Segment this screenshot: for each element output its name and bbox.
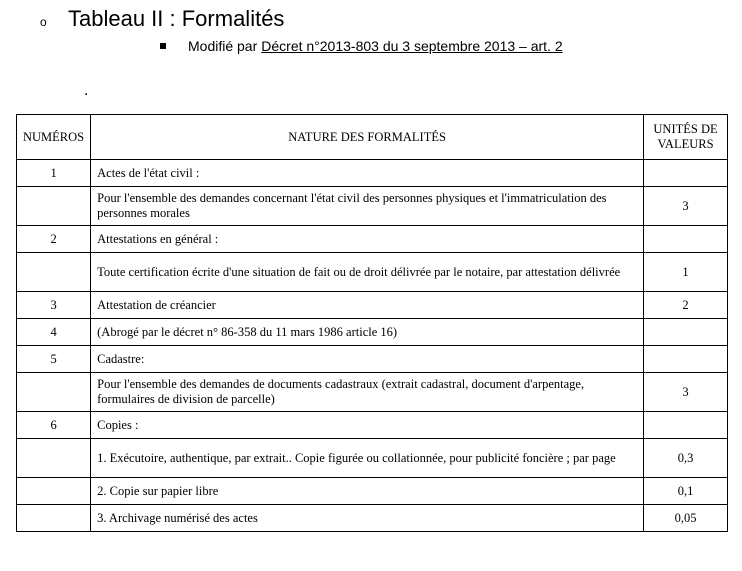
row-value: 0,3 xyxy=(644,439,728,478)
row-value xyxy=(644,160,728,187)
row-value: 3 xyxy=(644,373,728,412)
formalites-table xyxy=(16,114,728,532)
row-value: 0,05 xyxy=(644,505,728,532)
row-number: 1 xyxy=(17,160,91,187)
row-value xyxy=(644,319,728,346)
row-value: 3 xyxy=(644,187,728,226)
table-header-row xyxy=(17,115,728,160)
square-bullet-icon xyxy=(160,43,166,49)
circle-bullet-icon: o xyxy=(40,15,47,29)
table-row xyxy=(17,160,728,187)
table-row xyxy=(17,505,728,532)
row-value: 2 xyxy=(644,292,728,319)
table-row xyxy=(17,346,728,373)
row-nature: Toute certification écrite d'une situation de fait ou de droit délivrée par le notaire, par attestation délivrée xyxy=(91,253,644,292)
row-number xyxy=(17,439,91,478)
table-row xyxy=(17,292,728,319)
row-nature: Attestation de créancier xyxy=(91,292,644,319)
header-numeros: NUMÉROS xyxy=(17,115,91,160)
table-row xyxy=(17,319,728,346)
decree-link[interactable]: Décret n°2013-803 du 3 septembre 2013 – art. 2 xyxy=(261,38,563,54)
row-value: 1 xyxy=(644,253,728,292)
row-value xyxy=(644,412,728,439)
row-number: 2 xyxy=(17,226,91,253)
table-row xyxy=(17,478,728,505)
table-row xyxy=(17,226,728,253)
table-row xyxy=(17,187,728,226)
row-nature: Attestations en général : xyxy=(91,226,644,253)
row-nature: Copies : xyxy=(91,412,644,439)
row-number: 6 xyxy=(17,412,91,439)
table-row xyxy=(17,373,728,412)
row-nature: (Abrogé par le décret n° 86-358 du 11 mars 1986 article 16) xyxy=(91,319,644,346)
row-nature: Actes de l'état civil : xyxy=(91,160,644,187)
section-heading xyxy=(40,6,284,32)
header-nature: NATURE DES FORMALITÉS xyxy=(91,115,644,160)
modification-note xyxy=(160,38,563,54)
row-nature: 2. Copie sur papier libre xyxy=(91,478,644,505)
row-nature: 3. Archivage numérisé des actes xyxy=(91,505,644,532)
row-number: 5 xyxy=(17,346,91,373)
row-value xyxy=(644,346,728,373)
row-number xyxy=(17,505,91,532)
row-nature: Pour l'ensemble des demandes de documents cadastraux (extrait cadastral, document d'arpentage, formulaires de division de parcelle) xyxy=(91,373,644,412)
table-row xyxy=(17,439,728,478)
row-number: 3 xyxy=(17,292,91,319)
row-nature: Cadastre: xyxy=(91,346,644,373)
row-value xyxy=(644,226,728,253)
row-number xyxy=(17,478,91,505)
row-number xyxy=(17,187,91,226)
row-number xyxy=(17,373,91,412)
table-row xyxy=(17,253,728,292)
row-value: 0,1 xyxy=(644,478,728,505)
row-nature: Pour l'ensemble des demandes concernant l'état civil des personnes physiques et l'immatriculation des personnes morales xyxy=(91,187,644,226)
row-number xyxy=(17,253,91,292)
page-title: Tableau II : Formalités xyxy=(68,6,285,31)
header-unites: UNITÉS DE VALEURS xyxy=(644,115,728,160)
stray-dot: . xyxy=(84,82,89,99)
modification-prefix: Modifié par xyxy=(188,38,258,54)
table-row xyxy=(17,412,728,439)
row-nature: 1. Exécutoire, authentique, par extrait.. Copie figurée ou collationnée, pour publicité foncière ; par page xyxy=(91,439,644,478)
row-number: 4 xyxy=(17,319,91,346)
